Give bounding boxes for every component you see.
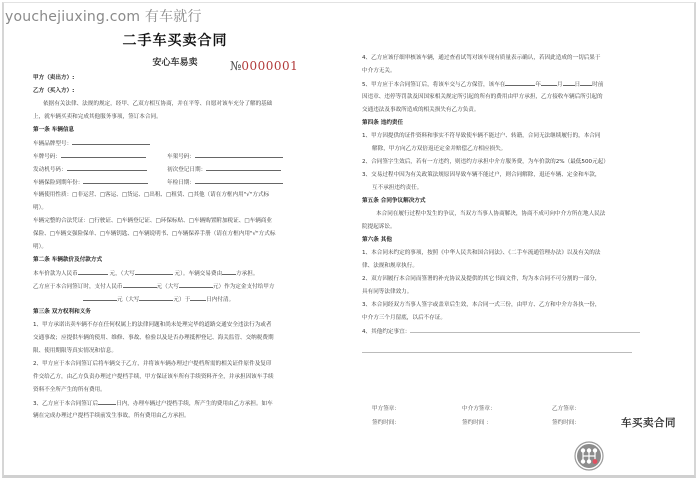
article4-line: 1、甲方因提供的证件资料和事实不符导致使车辆不能过户、转籍，合同无法继续履行的，本合同 (362, 133, 601, 139)
article3-item3 (33, 397, 301, 410)
handover-day-input[interactable] (563, 78, 575, 86)
month-label: 月 (557, 82, 563, 88)
insurance-expiry-input[interactable] (83, 176, 148, 184)
document-title: 二手车买卖合同 (122, 33, 228, 49)
party-b-sign-date[interactable]: 签约时间： (552, 420, 580, 426)
first-reg-date-label: 初次登记日期： (167, 167, 207, 173)
plate-frame-row (33, 150, 301, 163)
insurance-inspection-row (33, 176, 301, 189)
article3-line: 辆在完成办理过户提档手续前发生事故，所有费用由乙方承担。 (33, 413, 190, 419)
article4-line: 解除，甲方向乙方双倍返还定金并赔偿乙方相应损失。 (372, 146, 507, 152)
engine-reg-row (33, 163, 301, 176)
article3-item3-prefix: 3、乙方应于本合同签订后 (33, 401, 99, 407)
article5-heading: 第五条 合同争议解决方式 (362, 198, 426, 204)
party-b-signature[interactable]: 乙方签章： (552, 406, 580, 412)
left-column (33, 72, 301, 423)
deposit-caps-input[interactable] (179, 280, 213, 288)
handover-year-input[interactable] (505, 78, 535, 86)
hour-label: 时前 (592, 82, 604, 88)
article3-item3-suffix: 日内，办理车辆过户提档手续，所产生的费用由乙方承担。如车 (116, 401, 273, 407)
article4-line: 互不承担违约责任。 (372, 185, 423, 191)
brand-footer: 车买卖合同 (621, 417, 676, 429)
usage-checkboxes-cont: 明）。 (33, 205, 47, 211)
balance-due-label: 元）于 (173, 297, 191, 303)
party-a-signature[interactable]: 甲方签章： (372, 406, 400, 412)
inspection-date-input[interactable] (195, 176, 283, 184)
balance-caps-input[interactable] (139, 293, 173, 301)
party-a-sign-date[interactable]: 签约时间： (372, 420, 400, 426)
article3-heading: 第三条 双方权利和义务 (33, 309, 91, 315)
brand-model-label: 车辆品牌型号： (33, 141, 73, 147)
serial-number (230, 59, 298, 73)
brand-model-input[interactable] (72, 137, 150, 145)
gear-shift-icon (574, 441, 604, 471)
article6-line: 具有同等法律效力。 (362, 289, 413, 295)
item5-line: 交通违法及事故所造成的相关损失有乙方负责。 (362, 107, 480, 113)
handover-month-input[interactable] (541, 78, 557, 86)
article1-heading: 第一条 车辆信息 (33, 127, 75, 133)
price-label: 本车价款为人民币 (33, 271, 78, 277)
price-caps-input[interactable] (135, 267, 173, 275)
item4-line: 中介方无关。 (362, 68, 396, 74)
handover-hour-input[interactable] (580, 78, 592, 86)
fee-label: 元）。车辆交易费由 (174, 271, 223, 277)
balance-suffix: 日内付清。 (206, 297, 235, 303)
article6-line: 1、本合同未约定的事项，按照《中华人民共和国合同法》、《二手车流通管理办法》以及有关的法 (362, 250, 601, 256)
plate-no-input[interactable] (61, 150, 146, 158)
article6-line: 律、法规和规章执行。 (362, 263, 418, 269)
deposit-line (33, 280, 301, 293)
signature-block (372, 402, 642, 430)
price-line (33, 267, 301, 280)
serial-value: 0000001 (241, 59, 299, 73)
docs-checkboxes[interactable]: 车辆完整的合法凭证：□行驶证、□车辆登记证、□环保标贴、□车辆购置附加税证、□车辆商业 (33, 218, 272, 224)
engine-no-label: 发动机号码： (33, 167, 67, 173)
agent-signature[interactable]: 中介方签章： (462, 406, 496, 412)
article5-line: 院提起诉讼。 (362, 224, 396, 230)
balance-days-input[interactable] (190, 293, 206, 301)
article3-line: 资料不全所产生的所有费用。 (33, 387, 106, 393)
article6-line: 2、双方因履行本合同而签署的补充协议及提供的其它书面文件，均为本合同不可分割的一部分， (362, 276, 601, 282)
party-a-label: 甲方（卖出方）: (33, 75, 75, 81)
serial-prefix: № (230, 59, 242, 73)
item5-prefix: 5、甲方应于本合同签订后，将该车交与乙方保管，该车在 (362, 82, 506, 88)
deposit-suffix: 元）作为定金支付给甲方 (212, 284, 275, 290)
day-label: 日 (574, 82, 581, 88)
deposit-label: 乙方应于本合同签订时，支付人民币 (33, 284, 123, 290)
document-subtitle: 安心车易卖 (152, 58, 198, 68)
brand-model-field (33, 137, 301, 150)
docs-checkboxes[interactable]: 保险、□车辆交强险保单、□车辆钥匙、□车辆说明书、□车辆保养手册（请在方框内用"√"方式标 (33, 231, 276, 237)
other-terms-input-line2[interactable] (362, 352, 632, 353)
engine-no-input[interactable] (67, 163, 147, 171)
fee-party-input[interactable] (222, 267, 236, 275)
inspection-date-label: 年检日期： (167, 180, 195, 186)
article4-line: 3、交易过程中因为有关政策法规原因导致车辆不能过户，则合同解除，退还车辆、定金和车款， (362, 172, 601, 178)
agent-sign-date[interactable]: 签约时间 ： (462, 420, 492, 426)
docs-checkboxes-cont: 明）。 (33, 244, 47, 250)
fee-suffix: 方承担。 (236, 271, 259, 277)
article2-heading: 第二条 车辆款价及付款方式 (33, 257, 103, 263)
article6-heading: 第六条 其他 (362, 237, 392, 243)
other-terms-field (362, 325, 642, 338)
first-reg-date-input[interactable] (206, 163, 281, 171)
article6-line: 中介方三个月留底，以后不存证。 (362, 315, 446, 321)
item5-date-line (362, 78, 642, 91)
deposit-line-2 (33, 293, 301, 306)
article5-line: 本合同在履行过程中发生的争议，当双方当事人协商解决，协商不成可向中介方所在地人民法 (376, 211, 606, 217)
article3-line: 限、使用期限等真实情况和信息。 (33, 348, 117, 354)
price-caps-label: 元，（大写 (109, 271, 135, 277)
preamble-line: 依据有关法律、法规的规定，经甲、乙双方相互协商，并在平等、自愿对该车充分了解的基础 (43, 101, 273, 107)
deposit-caps-label: 元（大写 (156, 284, 179, 290)
price-input[interactable] (78, 267, 108, 275)
frame-no-label: 车架号码： (167, 154, 195, 160)
article3-line: 件交给乙方，由乙方负责办理过户提档手续，甲方保证该车所有手续资料齐全，并承担因该车手续 (33, 374, 274, 380)
transfer-days-input[interactable] (98, 397, 116, 405)
article4-heading: 第四条 违约责任 (362, 120, 404, 126)
frame-no-input[interactable] (195, 150, 283, 158)
plate-no-label: 车牌号码： (33, 154, 61, 160)
site-watermark: youchejiuxing.com 有车就行 (5, 9, 202, 25)
balance-caps-label: 元（大写 (117, 297, 140, 303)
usage-checkboxes[interactable]: 车辆使用性质：□非运营、□客运、□货运、□出租、□租赁、□其他（请在方框内用"√"方式标 (33, 192, 270, 198)
article3-line: 交通事故；应提供车辆的使用、维修、事故、检验以及是否办理抵押登记、海关监管、交纳税费期 (33, 335, 274, 341)
balance-input[interactable] (83, 293, 117, 301)
right-column (362, 52, 642, 338)
preamble-line: 上，就车辆买卖和完成其他服务事项，签订本合同。 (33, 114, 162, 120)
article3-line: 2、甲方应于本合同签订后将车辆交于乙方，并将该车辆办理过户提档所需的相关证件原件及复印 (33, 361, 272, 367)
other-terms-input[interactable] (410, 325, 640, 333)
item5-line: 因违章、违停等罚款及因国家相关规定所引起的所有的费用由甲方承担，乙方接收车辆后所引起的 (362, 94, 603, 100)
deposit-input[interactable] (123, 280, 157, 288)
party-b-label: 乙方（买入方）: (33, 88, 75, 94)
article3-line: 1、甲方承诺出卖车辆不存在任何权属上的法律问题和尚未处理完毕的道路交通安全违法行为或者 (33, 322, 272, 328)
insurance-expiry-label: 车辆保险到期年份： (33, 180, 84, 186)
other-terms-label: 4、其他约定事宜： (362, 329, 411, 335)
year-label: 年 (535, 82, 542, 88)
item4-line: 4、乙方应该仔细审核该车辆，通过查看试驾对该车现有质量表示确认，若因此造成的一切后果于 (362, 55, 601, 61)
article6-line: 3、本合同经双方当事人签字或盖章后生效，本合同一式三份，由甲方、乙方和中介方各执一份， (362, 302, 601, 308)
article4-line: 2、合同签字生效后，若有一方违约，则违约方承担中介方服务费，为车价款的2%（最低500元起） (362, 159, 609, 165)
